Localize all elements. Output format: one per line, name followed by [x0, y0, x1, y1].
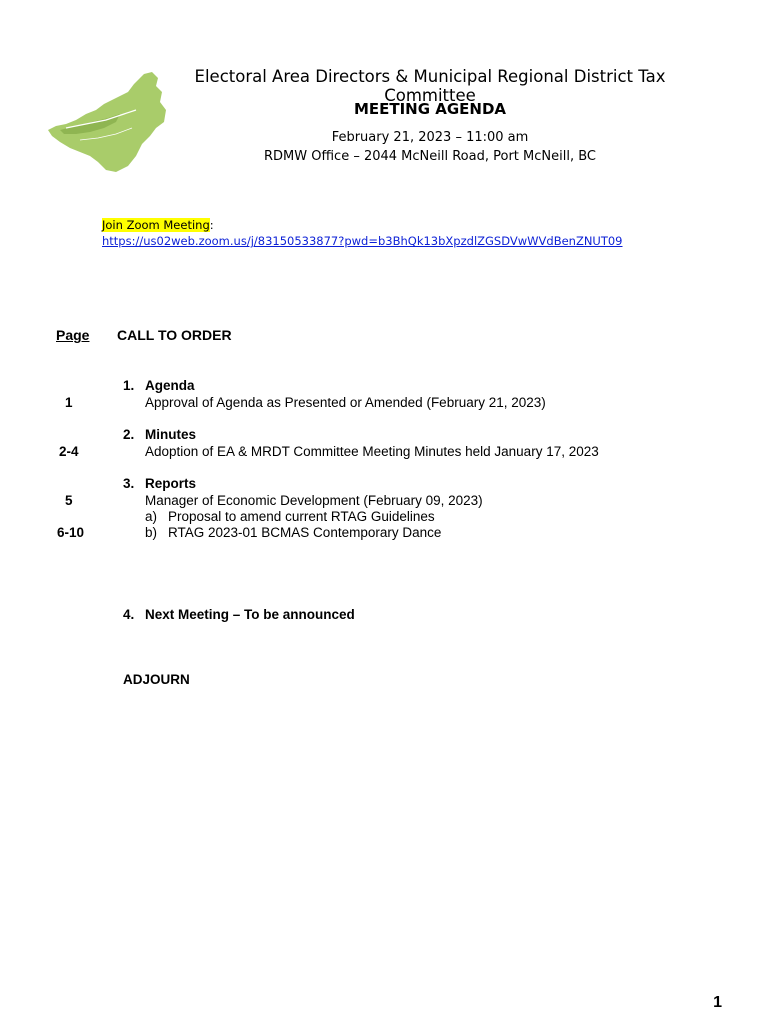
- agenda-item-title: Reports: [145, 476, 197, 491]
- meeting-location: RDMW Office – 2044 McNeill Road, Port McNeill, BC: [264, 149, 596, 164]
- agenda-item-page: 1: [65, 395, 73, 410]
- zoom-label-colon: :: [209, 218, 214, 232]
- zoom-label-text: Join Zoom Meeting: [102, 218, 210, 232]
- agenda-item-number: 3.: [123, 476, 135, 491]
- agenda-item-number: 2.: [123, 427, 135, 442]
- subitem-letter: b): [145, 525, 158, 540]
- zoom-label: [102, 218, 214, 232]
- subitem-text: RTAG 2023-01 BCMAS Contemporary Dance: [168, 525, 442, 540]
- agenda-item-title: Minutes: [145, 427, 197, 442]
- agenda-item-number: 1.: [123, 378, 135, 393]
- adjourn-heading: ADJOURN: [123, 672, 190, 687]
- agenda-item-number: 4.: [123, 607, 135, 622]
- agenda-item-title: Next Meeting – To be announced: [145, 607, 355, 622]
- agenda-item-text: Manager of Economic Development (February 09, 2023): [145, 493, 483, 508]
- zoom-meeting-link[interactable]: https://us02web.zoom.us/j/83150533877?pwd=b3BhQk13bXpzdlZGSDVwWVdBenZNUT09: [102, 234, 623, 248]
- meeting-date: February 21, 2023 – 11:00 am: [331, 130, 529, 145]
- agenda-item-text: Adoption of EA & MRDT Committee Meeting Minutes held January 17, 2023: [145, 444, 599, 459]
- call-to-order-heading: CALL TO ORDER: [117, 327, 232, 343]
- page-number: 1: [713, 994, 722, 1011]
- regional-district-map-logo: [46, 70, 170, 176]
- subitem-letter: a): [145, 509, 158, 524]
- subitem-text: Proposal to amend current RTAG Guidelines: [168, 509, 435, 524]
- agenda-item-page: 5: [65, 493, 73, 508]
- agenda-item-page: 2-4: [59, 444, 79, 459]
- map-islet: [141, 125, 144, 128]
- map-islet: [134, 128, 138, 132]
- agenda-item-title: Agenda: [145, 378, 195, 393]
- document-title: Electoral Area Directors & Municipal Regional District Tax Committee: [194, 67, 666, 105]
- agenda-heading: MEETING AGENDA: [353, 100, 507, 118]
- agenda-item-page: 6-10: [57, 525, 85, 540]
- page-column-header: Page: [56, 327, 90, 343]
- agenda-item-text: Approval of Agenda as Presented or Amended (February 21, 2023): [145, 395, 546, 410]
